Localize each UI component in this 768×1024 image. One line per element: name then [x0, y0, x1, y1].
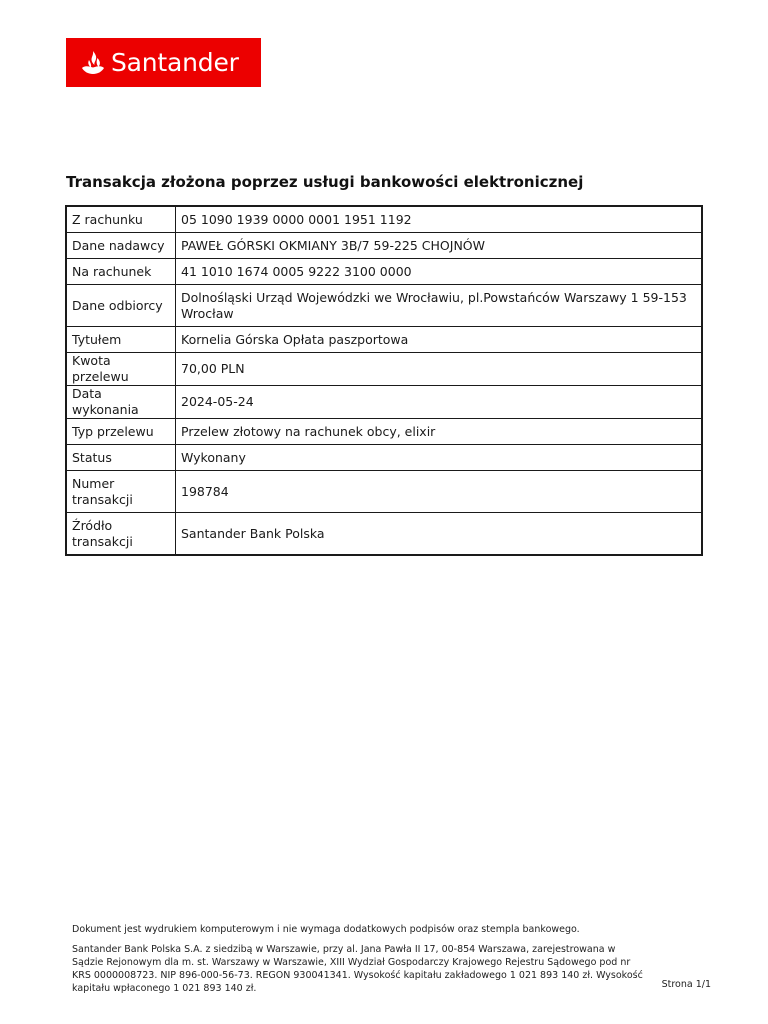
- detail-value: Dolnośląski Urząd Wojewódzki we Wrocławiu, pl.Powstańców Warszawy 1 59-153 Wrocław: [176, 285, 703, 327]
- detail-label: Status: [66, 445, 176, 471]
- table-row: [66, 419, 702, 445]
- detail-label: Numer transakcji: [66, 471, 176, 513]
- table-row: [66, 259, 702, 285]
- detail-value: 41 1010 1674 0005 9222 3100 0000: [176, 259, 703, 285]
- detail-label: Data wykonania: [66, 386, 176, 419]
- detail-value: Kornelia Górska Opłata paszportowa: [176, 327, 703, 353]
- footer-legal-info: Santander Bank Polska S.A. z siedzibą w Warszawie, przy al. Jana Pawła II 17, 00-854 Warszawa, zarejestrowana w Sądzie Rejonowym dla m. st. Warszawy w Warszawie, XIII Wydział Gospodarczy Krajowego Rejestru Sądowego pod nr KRS 0000008723. NIP 896-000-56-73. REGON 930041341. Wysokość kapitału zakładowego 1 021 893 140 zł. Wysokość kapitału wpłaconego 1 021 893 140 zł.: [72, 944, 643, 994]
- detail-label: Tytułem: [66, 327, 176, 353]
- table-row: [66, 206, 702, 233]
- table-row: [66, 353, 702, 386]
- table-row: [66, 386, 702, 419]
- detail-label: Na rachunek: [66, 259, 176, 285]
- detail-value: 198784: [176, 471, 703, 513]
- detail-label: Źródło transakcji: [66, 513, 176, 556]
- table-row: [66, 233, 702, 259]
- detail-label: Kwota przelewu: [66, 353, 176, 386]
- detail-value: Przelew złotowy na rachunek obcy, elixir: [176, 419, 703, 445]
- detail-value: Santander Bank Polska: [176, 513, 703, 556]
- detail-label: Z rachunku: [66, 206, 176, 233]
- footer-note: Dokument jest wydrukiem komputerowym i nie wymaga dodatkowych podpisów oraz stempla bankowego.: [72, 924, 580, 935]
- table-row: [66, 471, 702, 513]
- page-number: Strona 1/1: [661, 979, 711, 990]
- detail-value: PAWEŁ GÓRSKI OKMIANY 3B/7 59-225 CHOJNÓW: [176, 233, 703, 259]
- transaction-details-table: [65, 205, 703, 556]
- table-row: [66, 327, 702, 353]
- detail-label: Typ przelewu: [66, 419, 176, 445]
- detail-value: 70,00 PLN: [176, 353, 703, 386]
- detail-value: 2024-05-24: [176, 386, 703, 419]
- table-row: [66, 285, 702, 327]
- detail-label: Dane nadawcy: [66, 233, 176, 259]
- detail-label: Dane odbiorcy: [66, 285, 176, 327]
- detail-value: Wykonany: [176, 445, 703, 471]
- table-row: [66, 513, 702, 556]
- detail-value: 05 1090 1939 0000 0001 1951 1192: [176, 206, 703, 233]
- brand-name: Santander: [111, 48, 239, 77]
- document-title: Transakcja złożona poprzez usługi bankowości elektronicznej: [66, 173, 584, 191]
- table-row: [66, 445, 702, 471]
- santander-logo: [66, 38, 261, 87]
- santander-flame-icon: [80, 50, 106, 76]
